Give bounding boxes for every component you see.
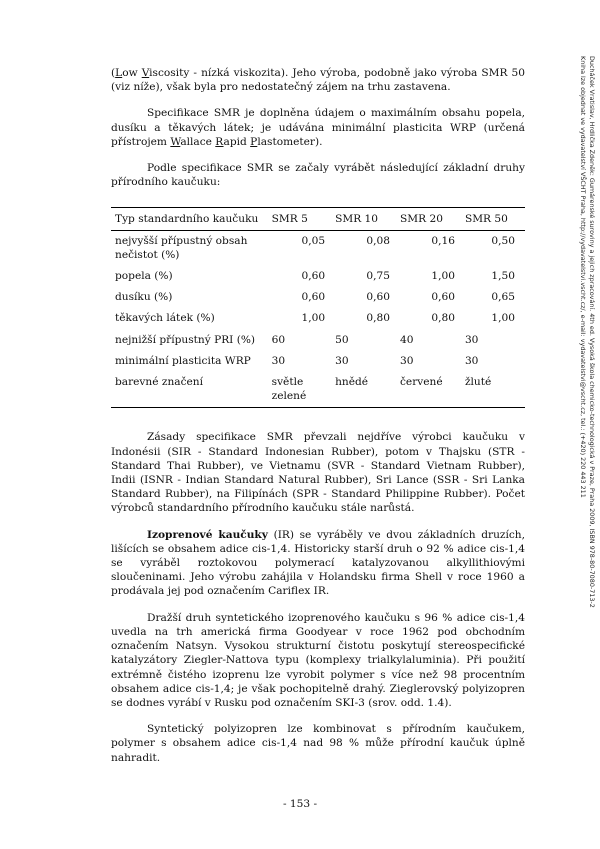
order-info-line: Kniha lze objednat ve vydavatelství VŠCHT Praha, http://vydavatelstvi.vscht.cz/, e-mail: vydavatelstvi@vscht.cz, tel.: (+420) 220 443 211	[579, 56, 587, 498]
table-cell: 30	[271, 354, 286, 367]
table-cell: 1,00	[431, 270, 455, 283]
table-cell: 1,00	[301, 312, 326, 325]
table-cell: 0,16	[431, 234, 455, 247]
paragraph-text: Zásady specifikace SMR převzali nejdříve výrobci kaučuku v Indonésii (SIR - Standard Indonesian Rubber), potom v Thajsku (STR - Standard Thai Rubber), ve Vietnamu (SVR - Standard Vietnam Rubber), Indii (ISNR - Indian Standard Natural Rubber), Sri Lance (SSR - Sri Lanka Standard Rubber), na Filipínách (SPR - Standard Philippine Rubber). Počet výrobců standardního přírodního kaučuku stále narůstá.	[111, 431, 525, 515]
paragraph-text: Syntetický polyizopren lze kombinovat s přírodním kaučukem, polymer s obsahem adice cis-1,4 nad 98 % může přírodní kaučuk úplně nahradit.	[111, 723, 525, 764]
paragraph-isoprene-rubbers	[111, 528, 525, 599]
paragraph-text: Specifikace SMR je doplněna údajem o maximálním obsahu popela, dusíku a těkavých látek; je udávána minimální plasticita WRP (určená přístrojem Wallace Rapid Plastometer).	[111, 107, 525, 148]
table-cell: 0,80	[431, 312, 455, 325]
table-row	[111, 308, 525, 329]
table-header-cell: SMR 20	[400, 213, 443, 226]
table-cell: 1,00	[491, 312, 515, 325]
paragraph-intro-table	[111, 161, 525, 189]
table-header-cell: Typ standardního kaučuku	[115, 213, 259, 226]
table-cell: 50	[335, 333, 349, 346]
table-cell: 30	[335, 354, 349, 367]
table-cell: 0,80	[366, 312, 390, 325]
table-row	[111, 230, 525, 266]
table-cell: 0,60	[301, 291, 326, 304]
paragraph-text: (IR) se vyráběly ve dvou základních druzích, lišících se obsahem adice cis-1,4. Historicky starší druh o 92 % adice cis-1,4 se vyráběl roztokovou polymerací katalyzovanou alkyllithiovými sloučeninami. Jeho výrobu zahájila v Holandsku firma Shell v roce 1960 a prodávala jej pod označením Cariflex IR.	[111, 528, 525, 598]
smr-specification-table	[111, 207, 525, 408]
paragraph-polyisoprene-combination	[111, 722, 525, 765]
page-number: - 153 -	[282, 798, 318, 810]
paragraph-text: Dražší druh syntetického izoprenového kaučuku s 96 % adice cis-1,4 uvedla na trh americká firma Goodyear v roce 1962 pod obchodním označením Natsyn. Vysokou strukturní čistotu poskytují stereospecifické katalyzátory Ziegler-Nattova typu (komplexy trialkylaluminia). Při použití extrémně čistého izoprenu lze vyrobit polymer s více než 98 procentním obsahem adice cis-1,4; je však pochopitelně drahý. Zieglerovský polyizopren se dodnes vyrábí v Rusku pod označením SKI-3 (srov. odd. 1.4).	[111, 611, 525, 709]
table-header-cell: SMR 10	[335, 213, 379, 226]
table-cell: 0,08	[366, 234, 390, 247]
table-cell: 0,60	[431, 291, 455, 304]
copyright-sidebar	[572, 56, 596, 676]
table-row	[111, 330, 525, 351]
table-cell: 0,05	[301, 234, 326, 247]
table-cell: nejvyšší přípustný obsah nečistot (%)	[115, 234, 248, 261]
table-cell: 30	[464, 354, 479, 367]
table-row	[111, 287, 525, 308]
main-text-column	[111, 66, 525, 777]
table-header-row	[111, 208, 525, 230]
paragraph-low-viscosity	[111, 66, 525, 94]
table-row	[111, 372, 525, 408]
table-cell: barevné značení	[115, 376, 204, 389]
table-cell: 0,60	[301, 270, 326, 283]
table-cell: minimální plasticita WRP	[115, 354, 251, 367]
table-cell: 40	[400, 333, 414, 346]
table-cell: červené	[400, 376, 443, 389]
table-cell: popela (%)	[115, 270, 173, 283]
table-cell: žluté	[464, 376, 492, 389]
table-cell: nejnižší přípustný PRI (%)	[115, 333, 256, 346]
table-cell: dusíku (%)	[115, 291, 173, 304]
table-header-cell: SMR 5	[271, 213, 308, 226]
table-cell: 0,65	[491, 291, 515, 304]
table-cell: 30	[400, 354, 414, 367]
table-cell: světle zelené	[271, 376, 307, 403]
table-cell: 1,50	[491, 270, 515, 283]
table-cell: 0,50	[491, 234, 515, 247]
table-cell: 0,60	[366, 291, 390, 304]
citation-line: Ducháček Vratislav, Hrdlička Zdeněk: Gumárenské suroviny a jejich zpracování. 4th ed. Vysoká škola chemicko-technologická v Praze, Praha 2009, ISBN 978-80-7080-713-2	[588, 56, 596, 608]
table-cell: těkavých látek (%)	[115, 312, 215, 325]
paragraph-specification-adoption	[111, 430, 525, 515]
paragraph-text: (Low Viscosity - nízká viskozita). Jeho výroba, podobně jako výroba SMR 50 (viz níže), však byla pro nedostatečný zájem na trhu zastavena.	[111, 67, 525, 94]
table-cell: 60	[271, 333, 286, 346]
table-header-cell: SMR 50	[464, 213, 508, 226]
table-cell: hnědé	[335, 376, 369, 389]
paragraph-text: Podle specifikace SMR se začaly vyrábět následující základní druhy přírodního kaučuku:	[111, 162, 525, 189]
term-isoprene-rubbers: Izoprenové kaučuky	[147, 528, 268, 541]
paragraph-natsyn	[111, 611, 525, 710]
table-row	[111, 351, 525, 372]
table-cell: 0,75	[366, 270, 390, 283]
table-row	[111, 266, 525, 287]
paragraph-specification	[111, 106, 525, 149]
table-cell: 30	[464, 333, 479, 346]
